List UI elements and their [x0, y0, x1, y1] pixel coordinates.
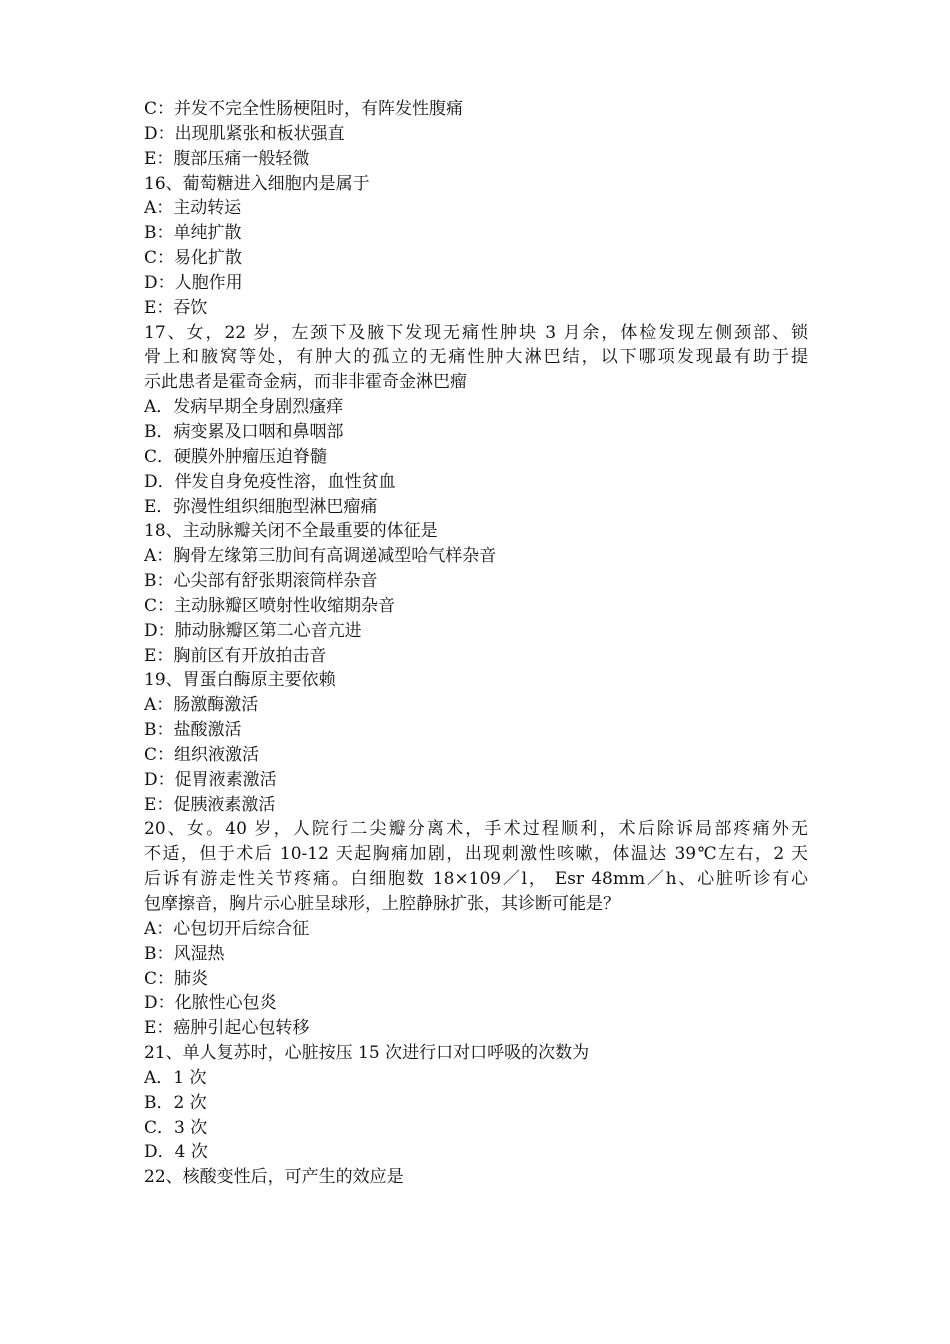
option-line: C．3 次 — [144, 1117, 208, 1138]
question-22: 22、核酸变性后，可产生的效应是 — [144, 1167, 404, 1188]
option-line: C：组织液激活 — [144, 744, 260, 765]
option-line: B：单纯扩散 — [144, 223, 242, 244]
option-line: D：促胃液素激活 — [144, 769, 277, 790]
question-20-cont: 包摩擦音，胸片示心脏呈球形，上腔静脉扩张，其诊断可能是？ — [144, 894, 620, 914]
document-page — [144, 97, 808, 1190]
option-line: A．发病早期全身剧烈瘙痒 — [144, 397, 344, 418]
option-line: C．硬膜外肿瘤压迫脊髓 — [144, 446, 328, 467]
question-20-cont: 后诉有游走性关节疼痛。白细胞数 18×109／l， Esr 48mm／h、心脏听诊有心 — [144, 869, 808, 890]
question-20: 20、女。40 岁，人院行二尖瓣分离术，手术过程顺利，术后除诉局部疼痛外无 — [144, 819, 808, 840]
question-19: 19、胃蛋白酶原主要依赖 — [144, 670, 336, 691]
option-line: A：主动转运 — [144, 198, 242, 219]
question-17-cont: 骨上和腋窝等处，有肿大的孤立的无痛性肿大淋巴结，以下哪项发现最有助于提 — [144, 347, 808, 368]
option-line: E．弥漫性组织细胞型淋巴瘤痛 — [144, 496, 378, 517]
option-line: C：肺炎 — [144, 968, 209, 989]
option-line: D：人胞作用 — [144, 272, 243, 293]
option-line: E：促胰液素激活 — [144, 794, 276, 815]
question-18: 18、主动脉瓣关闭不全最重要的体征是 — [144, 521, 438, 542]
option-line: A：心包切开后综合征 — [144, 918, 310, 939]
question-20-cont: 不适，但于术后 10-12 天起胸痛加剧，出现刺激性咳嗽，体温达 39℃左右，2 天 — [144, 844, 808, 865]
option-line: E：癌肿引起心包转移 — [144, 1018, 310, 1039]
option-line: D．伴发自身免疫性溶，血性贫血 — [144, 471, 396, 492]
option-line: A．1 次 — [144, 1067, 207, 1088]
option-line: C：易化扩散 — [144, 248, 243, 269]
option-line: A：胸骨左缘第三肋间有高调递减型哈气样杂音 — [144, 546, 497, 567]
question-16: 16、葡萄糖进入细胞内是属于 — [144, 173, 370, 194]
option-line: D．4 次 — [144, 1142, 208, 1163]
text-line: D：出现肌紧张和板状强直 — [144, 123, 345, 144]
option-line: D：肺动脉瓣区第二心音亢进 — [144, 620, 362, 641]
question-17-cont: 示此患者是霍奇金病，而非非霍奇金淋巴瘤 — [144, 372, 467, 393]
question-21: 21、单人复苏时，心脏按压 15 次进行口对口呼吸的次数为 — [144, 1043, 590, 1064]
option-line: B：风湿热 — [144, 943, 225, 964]
option-line: A：肠激酶激活 — [144, 695, 259, 716]
option-line: B．病变累及口咽和鼻咽部 — [144, 421, 344, 442]
option-line: C：主动脉瓣区喷射性收缩期杂音 — [144, 595, 396, 616]
question-17: 17、女，22 岁，左颈下及腋下发现无痛性肿块 3 月余，体检发现左侧颈部、锁 — [144, 322, 808, 343]
option-line: B：心尖部有舒张期滚筒样杂音 — [144, 571, 378, 592]
text-line: C：并发不完全性肠梗阻时，有阵发性腹痛 — [144, 99, 464, 119]
option-line: E：胸前区有开放拍击音 — [144, 645, 327, 666]
option-line: B：盐酸激活 — [144, 720, 242, 741]
option-line: D：化脓性心包炎 — [144, 993, 277, 1014]
text-line: E：腹部压痛一般轻微 — [144, 148, 310, 169]
option-line: B．2 次 — [144, 1092, 207, 1113]
option-line: E：吞饮 — [144, 297, 208, 318]
